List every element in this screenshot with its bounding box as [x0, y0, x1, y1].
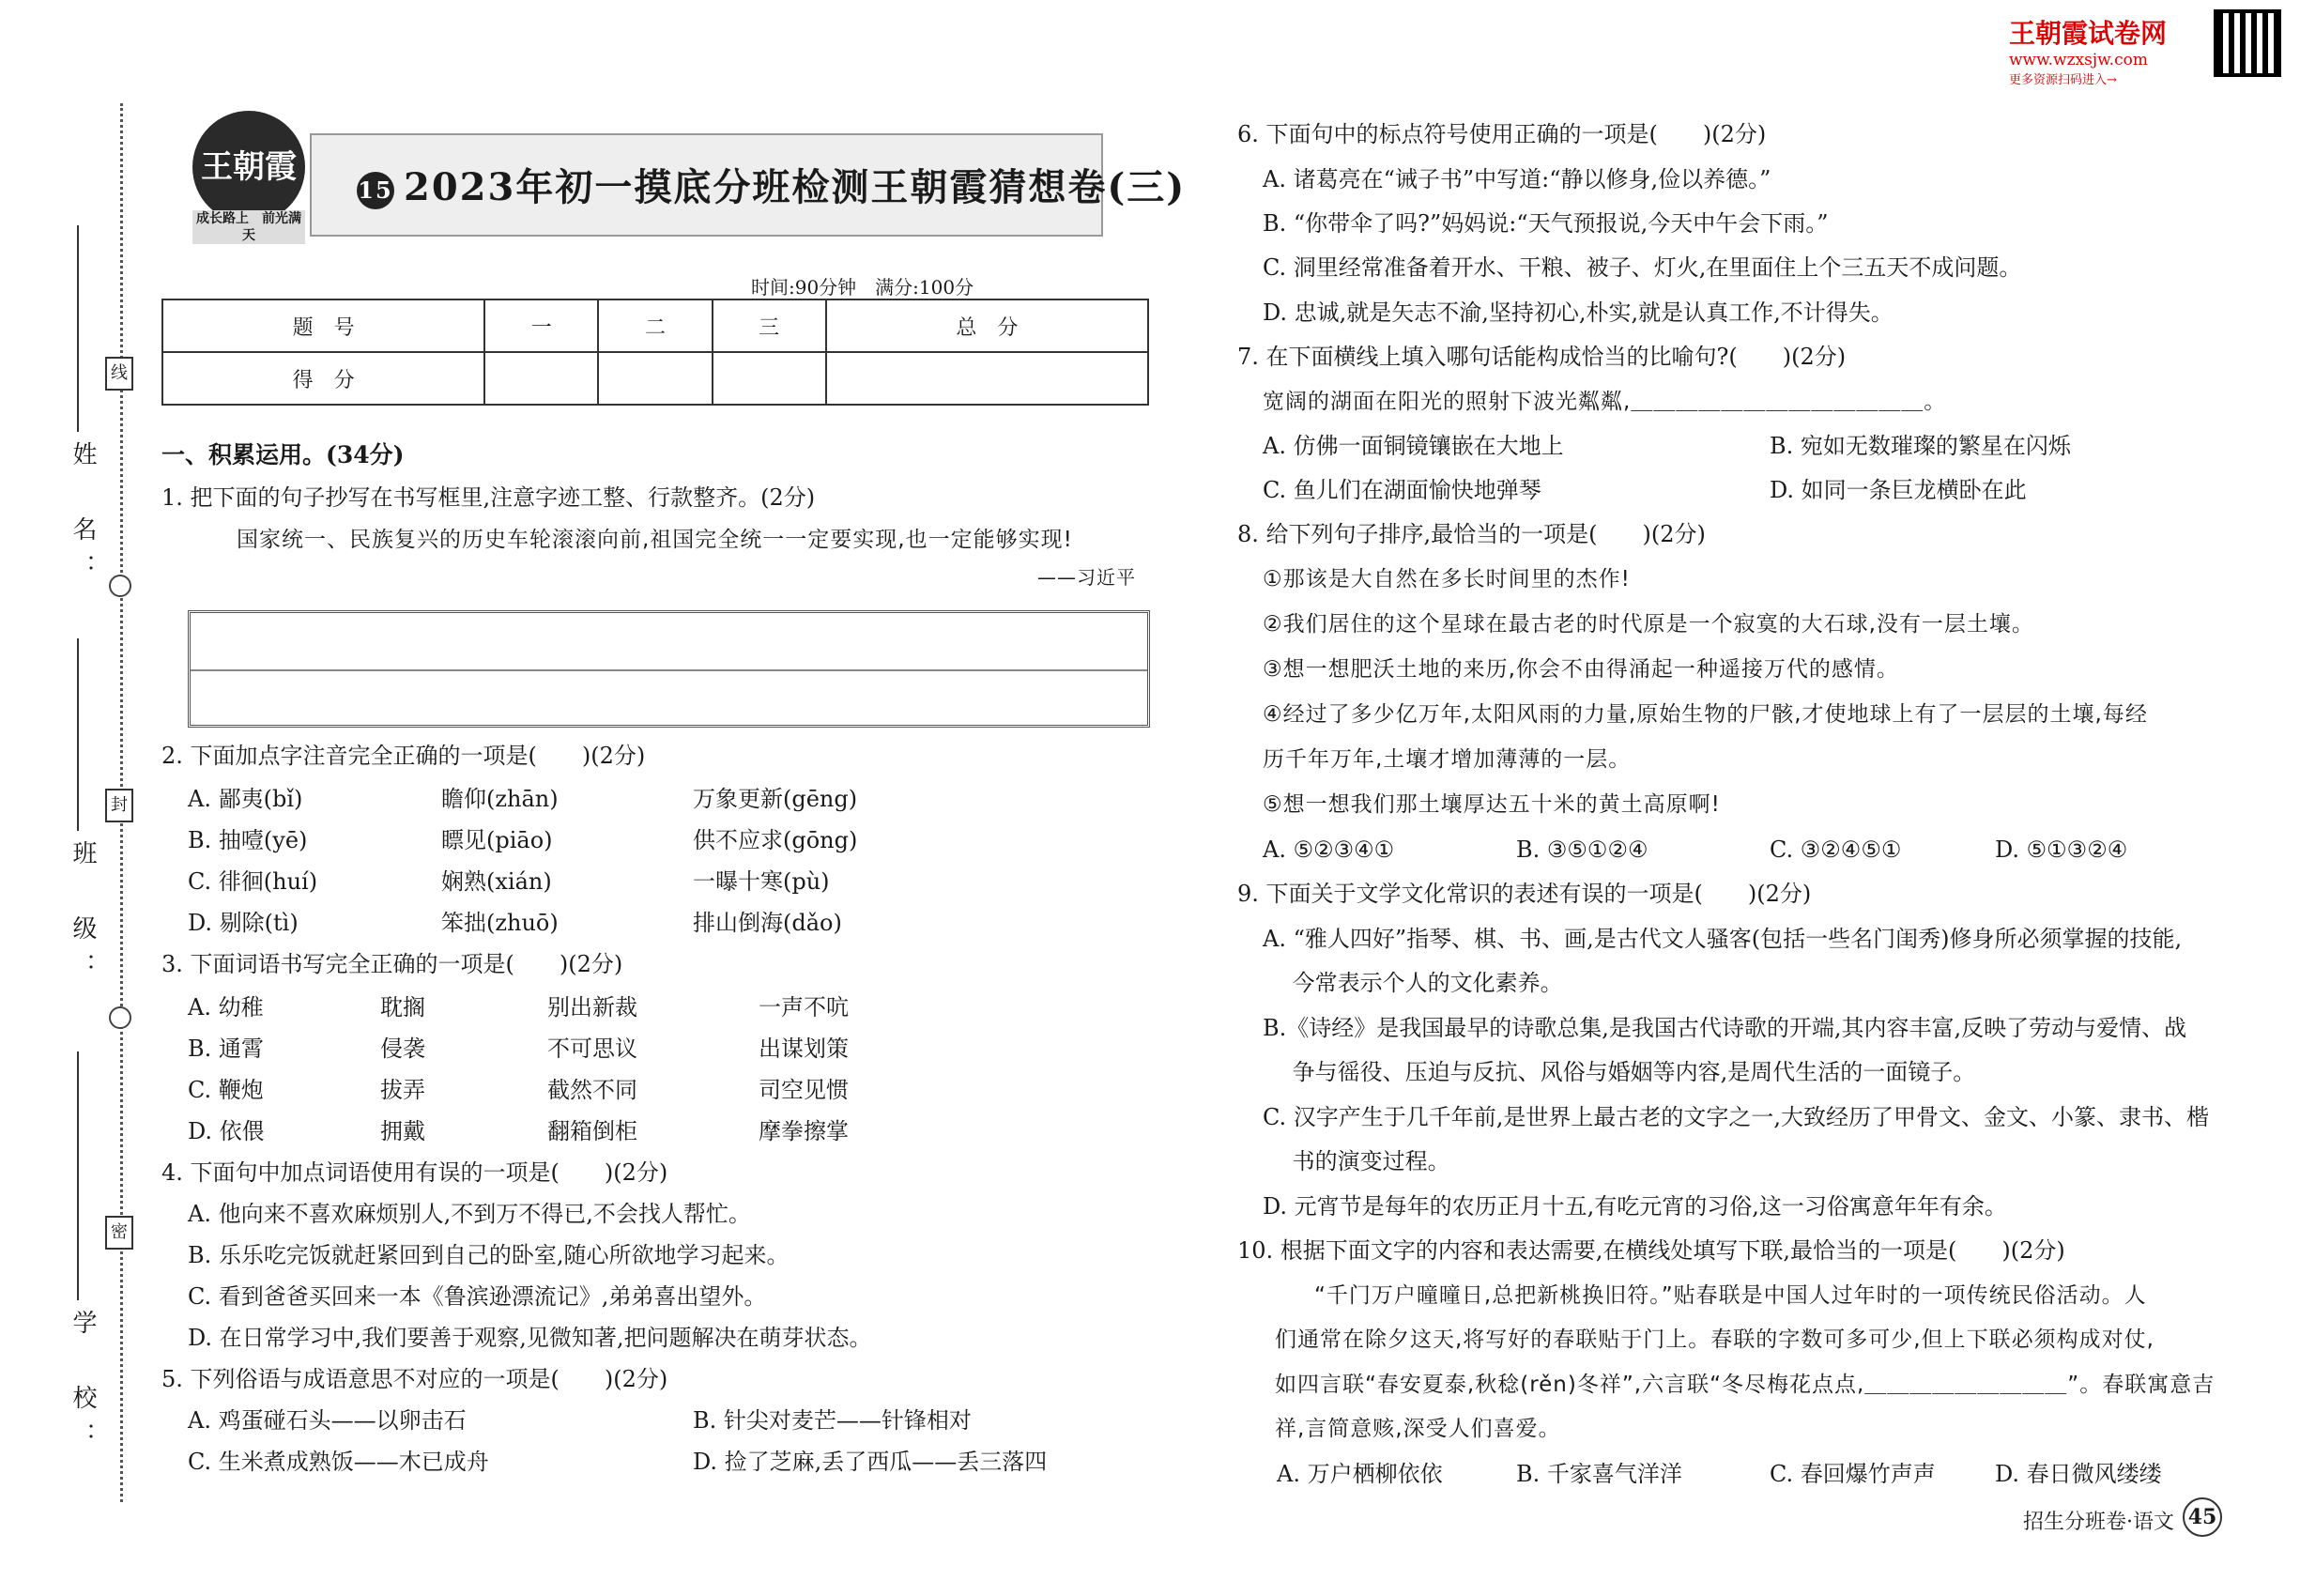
q8-line: ⑤想一想我们那土壤厚达五十米的黄土高原啊! [1263, 792, 1721, 817]
binding-hole-icon [109, 575, 131, 597]
question-1: 1. 把下面的句子抄写在书写框里,注意字迹工整、行款整齐。(2分) [161, 484, 816, 511]
q3-word: 侵袭 [380, 1036, 425, 1062]
q3-option-c[interactable]: C. 鞭炮 [188, 1077, 264, 1103]
q3-word: 摩拳擦掌 [759, 1118, 849, 1144]
q2-option-d1[interactable]: D. 剔除(tì) [188, 910, 299, 936]
q5-option-a[interactable]: A. 鸡蛋碰石头——以卵击石 [188, 1407, 467, 1434]
q2-option-b1[interactable]: B. 抽噎(yē) [188, 827, 308, 853]
binding-hole-icon [109, 1006, 131, 1029]
school-label: 学 校： [69, 1310, 97, 1460]
section-heading: 一、积累运用。(34分) [161, 441, 405, 468]
score-row-label: 得 分 [162, 352, 484, 405]
brand-name: 王朝霞试卷网 [2009, 18, 2168, 49]
q3-option-d[interactable]: D. 依偎 [188, 1118, 265, 1144]
name-field[interactable] [77, 225, 79, 432]
q3-word: 截然不同 [547, 1077, 637, 1103]
q2-option-a1[interactable]: A. 鄙夷(bǐ) [188, 786, 303, 812]
q5-option-b[interactable]: B. 针尖对麦芒——针锋相对 [693, 1407, 972, 1434]
score-table-header-row [162, 299, 1148, 352]
q8-line: ②我们居住的这个星球在最古老的时代原是一个寂寞的大石球,没有一层土壤。 [1263, 612, 2034, 637]
q9-option-b-cont: 争与徭役、压迫与反抗、风俗与婚姻等内容,是周代生活的一面镜子。 [1263, 1059, 1976, 1085]
q10-line: 祥,言简意赅,深受人们喜爱。 [1275, 1417, 1561, 1441]
q1-author: ——习近平 [1037, 566, 1136, 589]
q9-option-c[interactable]: C. 汉字产生于几千年前,是世界上最古老的文字之一,大致经历了甲骨文、金文、小篆、隶书、楷 [1263, 1104, 2210, 1130]
q2-option-c1[interactable]: C. 徘徊(huí) [188, 868, 318, 895]
q8-option-c[interactable]: C. ③②④⑤① [1770, 836, 1902, 863]
q10-line: 们通常在除夕这天,将写好的春联贴于门上。春联的字数可多可少,但上下联必须构成对仗, [1275, 1327, 2154, 1352]
score-table-header: 总 分 [826, 299, 1148, 352]
q3-word: 出谋划策 [759, 1036, 849, 1062]
q5-option-d[interactable]: D. 捡了芝麻,丢了西瓜——丢三落四 [693, 1449, 1048, 1475]
q4-option-c[interactable]: C. 看到爸爸买回来一本《鲁滨逊漂流记》,弟弟喜出望外。 [188, 1283, 767, 1310]
brand-tip: 更多资源扫码进入→ [2009, 73, 2117, 87]
question-5: 5. 下列俗语与成语意思不对应的一项是( )(2分) [161, 1366, 668, 1392]
q6-option-b[interactable]: B. “你带伞了吗?”妈妈说:“天气预报说,今天中午会下雨。” [1263, 210, 1829, 237]
q10-line: “千门万户曈曈日,总把新桃换旧符。”贴春联是中国人过年时的一项传统民俗活动。人 [1314, 1283, 2147, 1308]
title-text: 2023年初一摸底分班检测王朝霞猜想卷(三) [404, 165, 1187, 209]
copy-writing-box[interactable] [188, 610, 1150, 728]
q4-option-d[interactable]: D. 在日常学习中,我们要善于观察,见微知著,把问题解决在萌芽状态。 [188, 1325, 872, 1351]
score-table [161, 299, 1149, 406]
score-table-header: 题 号 [162, 299, 484, 352]
logo [192, 111, 305, 243]
qr-code-icon[interactable] [2214, 9, 2281, 77]
q2-option-c3: 一曝十寒(pù) [693, 868, 830, 895]
q3-word: 一声不吭 [759, 994, 849, 1021]
q2-option-b2: 瞟见(piāo) [441, 827, 553, 853]
q4-option-a[interactable]: A. 他向来不喜欢麻烦别人,不到万不得已,不会找人帮忙。 [188, 1201, 751, 1227]
class-field[interactable] [77, 638, 79, 831]
q3-option-b[interactable]: B. 通霄 [188, 1036, 264, 1062]
score-cell[interactable] [484, 352, 598, 405]
q1-quote: 国家统一、民族复兴的历史车轮滚滚向前,祖国完全统一一定要实现,也一定能够实现! [237, 528, 1073, 552]
q2-option-c2: 娴熟(xián) [441, 868, 552, 895]
brand-url[interactable]: www.wzxsjw.com [2009, 51, 2148, 69]
q7-option-b[interactable]: B. 宛如无数璀璨的繁星在闪烁 [1770, 433, 2071, 459]
binding-strip [0, 0, 164, 1596]
question-2: 2. 下面加点字注音完全正确的一项是( )(2分) [161, 743, 646, 769]
q3-word: 拥戴 [380, 1118, 425, 1144]
score-cell[interactable] [598, 352, 712, 405]
q10-option-d[interactable]: D. 春日微风缕缕 [1995, 1461, 2162, 1487]
q7-text: 宽阔的湖面在阳光的照射下波光粼粼,＿＿＿＿＿＿＿＿＿＿＿＿＿。 [1263, 390, 1947, 414]
q2-option-d3: 排山倒海(dǎo) [693, 910, 842, 936]
time-score-info: 时间:90分钟 满分:100分 [751, 276, 974, 299]
q6-option-a[interactable]: A. 诸葛亮在“诫子书”中写道:“静以修身,俭以养德。” [1263, 166, 1771, 192]
q3-word: 翻箱倒柜 [547, 1118, 637, 1144]
logo-text: 王朝霞 [201, 148, 297, 186]
name-label: 姓 名： [69, 441, 97, 591]
binding-mark-line: 线 [105, 357, 133, 391]
q9-option-b[interactable]: B.《诗经》是我国最早的诗歌总集,是我国古代诗歌的开端,其内容丰富,反映了劳动与爱情、战 [1263, 1015, 2187, 1041]
q3-word: 拔弄 [380, 1077, 425, 1103]
question-3: 3. 下面词语书写完全正确的一项是( )(2分) [161, 951, 623, 977]
question-10: 10. 根据下面文字的内容和表达需要,在横线处填写下联,最恰当的一项是( )(2分) [1237, 1237, 2065, 1264]
q2-option-a3: 万象更新(gēng) [693, 786, 858, 812]
q7-option-c[interactable]: C. 鱼儿们在湖面愉快地弹琴 [1263, 477, 1541, 503]
question-9: 9. 下面关于文学文化常识的表述有误的一项是( )(2分) [1237, 881, 1812, 907]
q6-option-c[interactable]: C. 洞里经常准备着开水、干粮、被子、灯火,在里面住上个三五天不成问题。 [1263, 254, 2022, 281]
q2-option-b3: 供不应求(gōng) [693, 827, 858, 853]
class-label: 班 级： [69, 840, 97, 990]
score-table-row [162, 352, 1148, 405]
footer-label: 招生分班卷·语文 [2023, 1511, 2174, 1534]
page-title [357, 158, 1186, 211]
q3-word: 不可思议 [547, 1036, 637, 1062]
q3-word: 别出新裁 [547, 994, 637, 1021]
question-4: 4. 下面句中加点词语使用有误的一项是( )(2分) [161, 1159, 668, 1186]
q2-option-d2: 笨拙(zhuō) [441, 910, 559, 936]
question-7: 7. 在下面横线上填入哪句话能构成恰当的比喻句?( )(2分) [1237, 344, 1847, 370]
q3-word: 司空见惯 [759, 1077, 849, 1103]
q8-line: 历千年万年,土壤才增加薄薄的一层。 [1263, 747, 1632, 772]
q2-option-a2: 瞻仰(zhān) [441, 786, 559, 812]
q3-option-a[interactable]: A. 幼稚 [188, 994, 264, 1021]
q8-line: ③想一想肥沃土地的来历,你会不由得涌起一种遥接万代的感情。 [1263, 657, 1899, 682]
score-cell[interactable] [826, 352, 1148, 405]
q7-option-a[interactable]: A. 仿佛一面铜镜镶嵌在大地上 [1263, 433, 1564, 459]
q5-option-c[interactable]: C. 生米煮成熟饭——木已成舟 [188, 1449, 489, 1475]
q8-line: ④经过了多少亿万年,太阳风雨的力量,原始生物的尸骸,才使地球上有了一层层的土壤,每经 [1263, 702, 2148, 727]
q10-option-c[interactable]: C. 春回爆竹声声 [1770, 1461, 1936, 1487]
q8-option-a[interactable]: A. ⑤②③④① [1263, 836, 1395, 863]
page-number: 45 [2183, 1497, 2222, 1537]
q9-option-a[interactable]: A. “雅人四好”指琴、棋、书、画,是古代文人骚客(包括一些名门闺秀)修身所必须掌握的技能, [1263, 926, 2183, 952]
q4-option-b[interactable]: B. 乐乐吃完饭就赶紧回到自己的卧室,随心所欲地学习起来。 [188, 1242, 790, 1268]
q7-option-d[interactable]: D. 如同一条巨龙横卧在此 [1770, 477, 2027, 503]
score-table-header: 二 [598, 299, 712, 352]
q9-option-c-cont: 书的演变过程。 [1263, 1148, 1450, 1174]
q10-option-b[interactable]: B. 千家喜气洋洋 [1516, 1461, 1682, 1487]
school-field[interactable] [77, 1051, 79, 1300]
q8-line: ①那该是大自然在多长时间里的杰作! [1263, 567, 1631, 591]
q10-option-a[interactable]: A. 万户栖柳依依 [1277, 1461, 1443, 1487]
q8-option-b[interactable]: B. ③⑤①②④ [1516, 836, 1648, 863]
q9-option-d[interactable]: D. 元宵节是每年的农历正月十五,有吃元宵的习俗,这一习俗寓意年年有余。 [1263, 1193, 2007, 1220]
question-6: 6. 下面句中的标点符号使用正确的一项是( )(2分) [1237, 121, 1767, 147]
q6-option-d[interactable]: D. 忠诚,就是矢志不渝,坚持初心,朴实,就是认真工作,不计得失。 [1263, 299, 1894, 326]
q8-option-d[interactable]: D. ⑤①③②④ [1995, 836, 2128, 863]
score-table-header: 一 [484, 299, 598, 352]
q3-word: 耽搁 [380, 994, 425, 1021]
q9-option-a-cont: 今常表示个人的文化素养。 [1263, 970, 1563, 996]
logo-slogan: 成长路上 前光满天 [192, 210, 305, 244]
question-8: 8. 给下列句子排序,最恰当的一项是( )(2分) [1237, 521, 1706, 547]
binding-mark-seal: 封 [105, 789, 133, 822]
score-cell[interactable] [713, 352, 826, 405]
brand-block [2009, 13, 2206, 87]
paper-number-badge: 15 [357, 172, 394, 209]
score-table-header: 三 [713, 299, 826, 352]
binding-mark-close: 密 [105, 1216, 133, 1250]
q10-line: 如四言联“春安夏泰,秋稔(rěn)冬祥”,六言联“冬尽梅花点点,＿＿＿＿＿＿＿＿＿”。春联寓意吉 [1275, 1373, 2216, 1397]
